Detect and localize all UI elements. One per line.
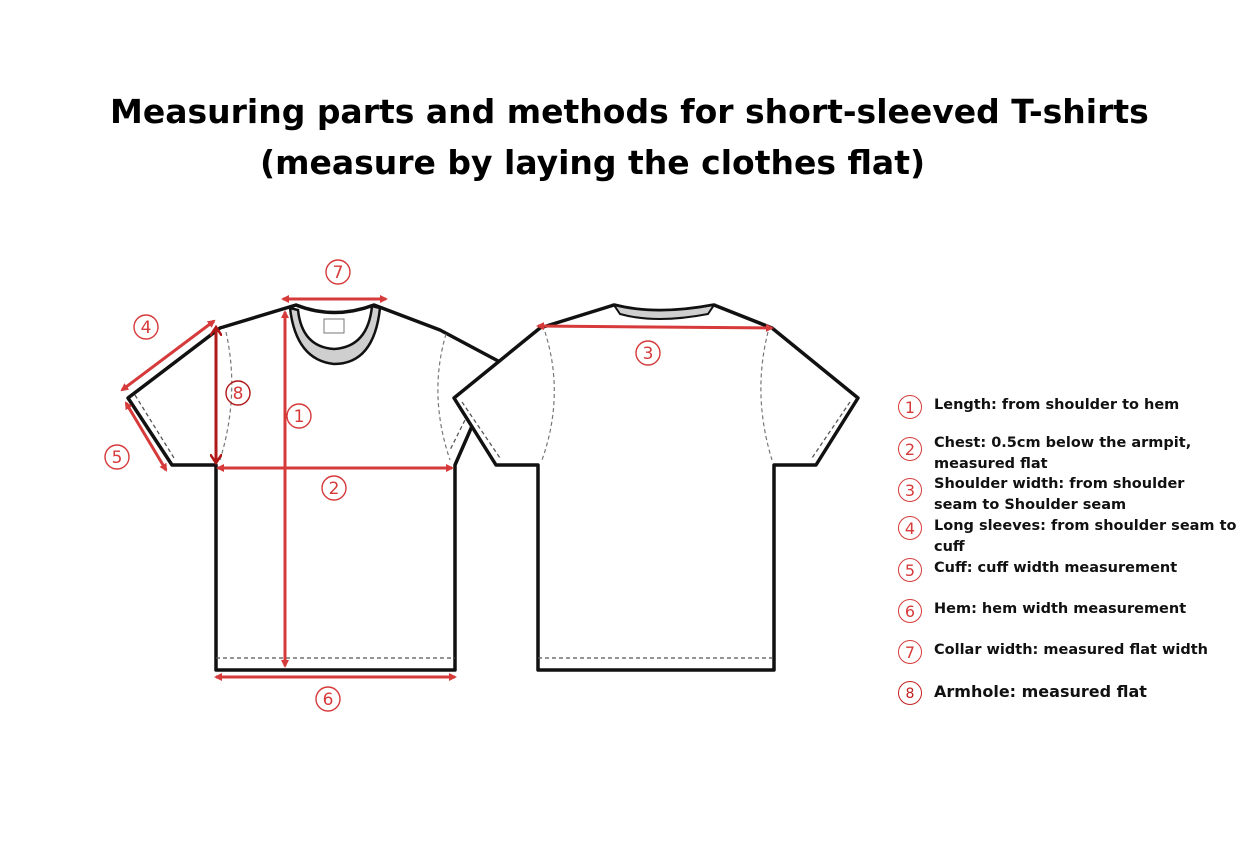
legend-text: Chest: 0.5cm below the armpit, measured flat (934, 435, 1192, 472)
svg-text:7: 7 (332, 263, 344, 283)
svg-text:8: 8 (232, 384, 244, 404)
svg-text:2: 2 (328, 479, 340, 499)
title-line-1: Measuring parts and methods for short-sleeved T-shirts (110, 92, 1149, 131)
legend-item-cuff (898, 558, 1177, 582)
legend-item-length (898, 395, 1179, 419)
legend-number: 8 (898, 681, 922, 705)
legend-text: Collar width: measured flat width (934, 642, 1208, 658)
legend-item-shoulder (898, 474, 1228, 516)
front-tshirt (128, 305, 500, 670)
legend-number: 2 (898, 437, 922, 461)
title-line-2: (measure by laying the clothes flat) (260, 143, 926, 182)
legend-item-armhole (898, 681, 1147, 705)
back-tshirt-outline (454, 305, 858, 670)
measure-line-3 (538, 326, 772, 328)
legend-item-collar (898, 640, 1208, 664)
svg-text:6: 6 (322, 690, 334, 710)
legend-number: 5 (898, 558, 922, 582)
legend-text: Shoulder width: from shoulder seam to Shoulder seam (934, 476, 1185, 513)
legend-number: 7 (898, 640, 922, 664)
legend-number: 4 (898, 516, 922, 540)
back-tshirt (454, 305, 858, 670)
legend-text: Long sleeves: from shoulder seam to cuff (934, 518, 1237, 555)
legend-number: 3 (898, 478, 922, 502)
legend-text: Length: from shoulder to hem (934, 397, 1180, 413)
legend-item-chest (898, 433, 1228, 475)
front-tshirt-outline (128, 305, 500, 670)
legend-number: 6 (898, 599, 922, 623)
svg-text:4: 4 (140, 318, 152, 338)
marker-6 (316, 687, 340, 711)
marker-5 (105, 445, 129, 469)
svg-text:5: 5 (111, 448, 123, 468)
legend-text: Armhole: measured flat (934, 682, 1147, 701)
legend-text: Hem: hem width measurement (934, 601, 1187, 617)
marker-7 (326, 260, 350, 284)
legend-number: 1 (898, 395, 922, 419)
legend-text: Cuff: cuff width measurement (934, 560, 1178, 576)
svg-text:3: 3 (642, 344, 654, 364)
legend-item-hem (898, 599, 1186, 623)
legend-item-sleeves (898, 516, 1238, 558)
svg-text:1: 1 (293, 407, 305, 427)
marker-4 (134, 315, 158, 339)
neck-label (324, 319, 344, 333)
